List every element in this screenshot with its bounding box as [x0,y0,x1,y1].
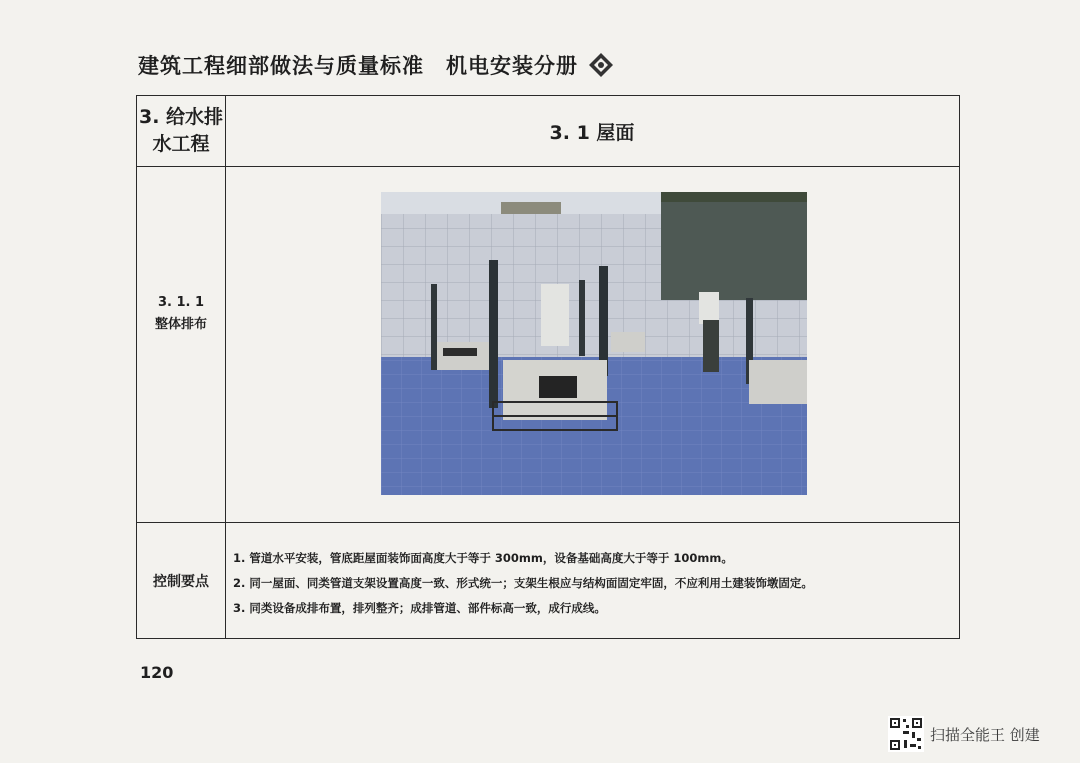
chapter-line-2: 水工程 [152,133,210,155]
section-title: 3. 1 屋面 [549,121,635,144]
item-cell [137,136,225,492]
chapter-line-1: 3. 给水排 [138,106,224,128]
key-points-label: 控制要点 [153,574,209,590]
page-header [138,50,614,80]
qr-code-icon [888,716,924,752]
key-point: 3. 同类设备成排布置，排列整齐；成排管道、部件标高一致，成行成线。 [233,601,606,615]
rooftop-photo [381,192,807,495]
item-name: 整体排布 [154,317,207,332]
book-title: 建筑工程细部做法与质量标准 [138,54,424,78]
rooftop-illustration [381,192,807,495]
scanner-watermark [888,716,1040,752]
watermark-text: 扫描全能王 创建 [930,725,1040,744]
key-points-list [225,522,959,640]
item-number: 3. 1. 1 [157,295,205,310]
photo-cell [225,166,959,522]
key-point: 2. 同一屋面、同类管道支架设置高度一致、形式统一；支架生根应与结构面固定牢固，不应利用土建装饰墩固定。 [233,576,813,590]
key-point: 1. 管道水平安装，管底距屋面装饰面高度大于等于 300mm，设备基础高度大于等于 100mm。 [233,551,733,565]
page-number: 120 [140,663,174,682]
book-subtitle: 机电安装分册 [446,54,578,78]
standard-table [136,95,960,639]
book-logo-icon [588,52,614,78]
